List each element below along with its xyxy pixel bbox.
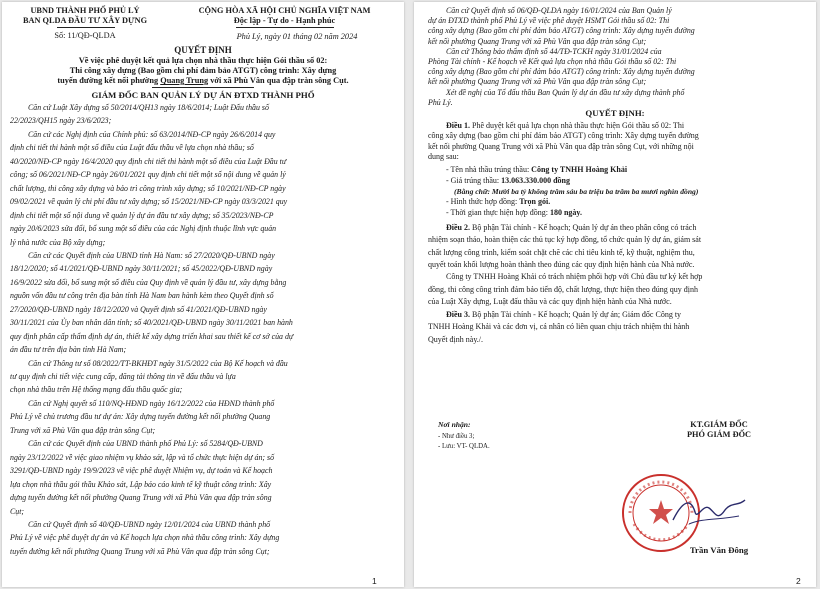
article-3-line: Quyết định này./. xyxy=(428,334,484,344)
article-1-line: kết nối phường Quang Trung với xã Phù Vân qua đập tràn sông Cụt, với những nội xyxy=(428,141,694,151)
preamble-line: Phủ Lý. xyxy=(428,97,453,107)
article-1-line: công xây dựng (bao gồm chi phí đảm bảo ATGT) công trình: Xây dựng tuyến đường xyxy=(428,131,699,141)
legal-basis-line: 22/2023/QH15 ngày 23/6/2023; xyxy=(10,116,112,126)
recipient-2: - Lưu: VT- QLDA. xyxy=(438,443,490,450)
preamble-line: công xây dựng (Bao gồm chi phí đảm bảo ATGT) công trình: Xây dựng tuyến đường xyxy=(428,67,695,77)
article-2-line: đồng, thi công công trình đảm bảo tiến độ, chất lượng, thực hiện theo đúng quy định xyxy=(428,284,698,294)
legal-basis-line: Căn cứ Nghị quyết số 110/NQ-HĐND ngày 16/12/2022 của HĐND thành phố xyxy=(28,398,275,408)
page-number-1: 1 xyxy=(372,576,377,586)
legal-basis-line: chất lượng, thi công xây dựng và bảo trì công trình xây dựng; số 10/2021/NĐ-CP ngày xyxy=(10,183,286,193)
article-2-line: của Luật Xây dựng, Luật đấu thầu và các quy định hiện hành của Nhà nước. xyxy=(428,296,672,306)
legal-basis-line: chọn nhà thầu trên Hệ thống mạng đấu thầu quốc gia; xyxy=(10,385,183,395)
legal-basis-line: 27/2020/QĐ-UBND ngày 18/12/2020 và Quyết định số 41/2021/QĐ-UBND ngày xyxy=(10,304,267,314)
legal-basis-line: Căn cứ các Quyết định của UBND tỉnh Hà Nam: số 27/2020/QĐ-UBND ngày xyxy=(28,250,275,260)
legal-basis-line: Căn cứ các Quyết định của UBND thành phố Phủ Lý: số 5284/QĐ-UBND xyxy=(28,439,263,449)
document-page-1 xyxy=(2,2,404,587)
article-2-line: Công ty TNHH Hoàng Khải có trách nhiệm phối hợp với Chủ đầu tư ký kết hợp xyxy=(446,272,703,282)
detail-line: (Bằng chữ: Mười ba tỷ không trăm sáu ba triệu ba trăm ba mươi nghìn đồng) xyxy=(454,186,699,196)
document-page-2 xyxy=(414,2,816,587)
legal-basis-line: án đầu tư trên địa bàn tỉnh Hà Nam; xyxy=(10,345,127,355)
recipient-1: - Như điều 3; xyxy=(438,433,475,440)
preamble-line: Xét đề nghị của Tổ đấu thầu Ban Quản lý dự án đầu tư xây dựng thành phố xyxy=(446,87,685,97)
legal-basis-line: 16/9/2022 sửa đổi, bổ sung một số điều của Quy định về quản lý đầu tư, xây dựng bằng xyxy=(10,277,287,287)
legal-basis-line: định chi tiết thi hành một số điều của Luật đấu thầu về lựa chọn nhà thầu; số xyxy=(10,143,254,153)
article-2-line: quyết toán khối lượng hoàn thành theo đúng các quy định hiện hành của Nhà nước. xyxy=(428,259,695,269)
detail-line: - Hình thức hợp đồng: Trọn gói. xyxy=(446,197,551,207)
legal-basis-line: Căn cứ Quyết định số 40/QĐ-UBND ngày 12/01/2024 của UBND thành phố xyxy=(28,519,271,529)
national-motto: Độc lập - Tự do - Hạnh phúc xyxy=(233,16,336,25)
legal-basis-line: Phủ Lý về chủ trương đầu tư dự án: Xây dựng tuyến đường kết nối phường Quang xyxy=(10,412,271,422)
legal-basis-line: Cụt; xyxy=(10,506,25,516)
signer-name: Trần Văn Đông xyxy=(689,545,749,555)
sign-title-2: PHÓ GIÁM ĐỐC xyxy=(686,430,752,439)
legal-basis-line: nguồn vốn đầu tư công trên địa bàn tỉnh Hà Nam ban hành kèm theo Quyết định số xyxy=(10,291,274,301)
legal-basis-line: 09/02/2021 về quản lý chi phí đầu tư xây dựng; số 15/2021/NĐ-CP ngày 03/3/2021 quy xyxy=(10,197,288,207)
recipients-label: Nơi nhận: xyxy=(438,420,471,429)
legal-basis-line: quy định phân cấp thẩm định dự án, thiết kế xây dựng triển khai sau thiết kế cơ sở của dự xyxy=(10,331,294,341)
legal-basis-line: Phủ Lý về việc phê duyệt dự án và Kế hoạch lựa chọn nhà thầu công trình: Xây dựng xyxy=(10,533,280,543)
legal-basis-line: Căn cứ các Nghị định của Chính phủ: số 63/2014/NĐ-CP ngày 26/6/2014 quy xyxy=(28,129,276,139)
subject-underline xyxy=(152,87,254,88)
preamble-line: dự án ĐTXD thành phố Phủ Lý về việc phê duyệt HSMT Gói thầu số 02: Thi xyxy=(428,16,670,26)
preamble-line: Phòng Tài chính - Kế hoạch về Kết quả lựa chọn nhà thầu Gói thầu số 02: Thi xyxy=(428,57,677,66)
detail-line: - Giá trúng thầu: 13.063.330.000 đồng xyxy=(446,175,571,185)
legal-basis-line: lý nhà nước của Bộ xây dựng; xyxy=(10,237,106,247)
handwritten-signature xyxy=(669,494,749,530)
article-3-line: Điều 3. Bộ phận Tài chính - Kế hoạch; Quản lý dự án; Giám đốc Công ty xyxy=(446,310,682,319)
detail-line: - Tên nhà thầu trúng thầu: Công ty TNHH Hoàng Khải xyxy=(446,165,628,174)
legal-basis-line: tư quy định chi tiết việc cung cấp, đăng tải thông tin về đấu thầu và lựa xyxy=(10,372,236,381)
authority-heading: GIÁM ĐỐC BAN QUẢN LÝ DỰ ÁN ĐTXD THÀNH PHỐ xyxy=(91,90,315,100)
article-2-line: chất lượng công trình, kiểm soát chặt chẽ các chỉ tiêu kinh tế, kỹ thuật, nghiệm thu, xyxy=(428,247,695,257)
national-title: CỘNG HÒA XÃ HỘI CHỦ NGHĨA VIỆT NAM xyxy=(198,6,371,15)
article-1-line: Điều 1. Phê duyệt kết quả lựa chọn nhà thầu thực hiện Gói thầu số 02: Thi xyxy=(446,121,685,130)
article-2-line: nhiệm soạn thảo, hoàn thiện các thủ tục ký hợp đồng, tổ chức quản lý dự án, giám sát xyxy=(428,235,702,245)
detail-line: - Thời gian thực hiện hợp đồng: 180 ngày. xyxy=(446,208,582,218)
legal-basis-line: 30/11/2021 của Ủy ban nhân dân tỉnh; số 40/2021/QĐ-UBND ngày 30/11/2021 ban hành xyxy=(10,318,293,328)
legal-basis-line: định chi tiết một số nội dung về quản lý dự án đầu tư xây dựng; số 35/2023/NĐ-CP xyxy=(10,210,274,220)
legal-basis-line: công; số 06/2021/NĐ-CP ngày 26/01/2021 quy định chi tiết một số nội dung về quản lý xyxy=(10,170,286,180)
subject-line-3: tuyến đường kết nối phường Quang Trung với xã Phù Vân qua đập tràn sông Cụt. xyxy=(57,76,349,85)
decision-heading: QUYẾT ĐỊNH: xyxy=(585,108,645,118)
issuer-underline xyxy=(57,27,115,28)
article-1-line: dung sau: xyxy=(428,151,459,161)
subject-line-2: Thi công xây dựng (Bao gồm chi phí đảm bảo ATGT) công trình: Xây dựng xyxy=(69,66,337,75)
document-title: QUYẾT ĐỊNH xyxy=(174,45,232,55)
legal-basis-line: tuyến đường kết nối phường Quang Trung với xã Phù Vân qua đập tràn sông Cụt; xyxy=(10,546,270,556)
preamble-line: kết nối phường Quang Trung với xã Phù Vân qua đập tràn sông Cụt; xyxy=(428,36,647,46)
sign-title-1: KT.GIÁM ĐỐC xyxy=(690,420,748,429)
legal-basis-line: ngày 20/6/2023 sửa đổi, bổ sung một số điều của các Nghị định thuộc lĩnh vực quản xyxy=(10,224,277,234)
article-3-line: TNHH Hoàng Khải và các đơn vị, cá nhân có liên quan chịu trách nhiệm thi hành xyxy=(428,322,690,332)
page-number-2: 2 xyxy=(796,576,801,586)
legal-basis-line: Căn cứ Thông tư số 08/2022/TT-BKHĐT ngày 31/5/2022 của Bộ Kế hoạch và đầu xyxy=(28,358,288,368)
article-2-line: Điều 2. Bộ phận Tài chính - Kế hoạch; Quản lý dự án theo phân công có trách xyxy=(446,223,697,232)
legal-basis-line: 3291/QĐ-UBND ngày 19/9/2023 về việc phê duyệt Nhiệm vụ, dự toán và Kế hoạch xyxy=(10,466,273,476)
legal-basis-line: dựng tuyến đường kết nối phường Quang Trung với xã Phù Vân qua đập tràn sông xyxy=(10,493,272,503)
preamble-line: kết nối phường Quang Trung với xã Phù Vân qua đập tràn sông Cụt; xyxy=(428,77,647,87)
legal-basis-line: Căn cứ Luật Xây dựng số 50/2014/QH13 ngày 18/6/2014; Luật Đấu thầu số xyxy=(28,103,269,112)
subject-line-1: Về việc phê duyệt kết quả lựa chọn nhà thầu thực hiện Gói thầu số 02: xyxy=(78,56,328,65)
document-date: Phủ Lý, ngày 01 tháng 02 năm 2024 xyxy=(236,32,358,41)
document-number: Số: 11/QĐ-QLDA xyxy=(54,31,116,40)
issuer-city: UBND THÀNH PHỐ PHỦ LÝ xyxy=(30,6,140,15)
issuer-board: BAN QLDA ĐẦU TƯ XÂY DỰNG xyxy=(22,16,148,25)
motto-underline xyxy=(236,27,334,28)
preamble-line: Căn cứ Quyết định số 06/QĐ-QLDA ngày 16/01/2024 của Ban Quản lý xyxy=(446,6,672,15)
legal-basis-line: 18/12/2020; số 41/2021/QĐ-UBND ngày 30/11/2021; số 45/2022/QĐ-UBND ngày xyxy=(10,264,273,274)
preamble-line: công xây dựng (Bao gồm chi phí đảm bảo ATGT) công trình: Xây dựng tuyến đường xyxy=(428,26,695,36)
preamble-line: Căn cứ Thông báo thẩm định số 44/TĐ-TCKH ngày 31/01/2024 của xyxy=(446,46,662,56)
legal-basis-line: 40/2020/NĐ-CP ngày 16/4/2020 quy định chi tiết thi hành một số điều của Luật Đầu tư xyxy=(10,156,287,166)
legal-basis-line: ngày 23/12/2022 về việc giao nhiệm vụ khảo sát, lập và tổ chức thực hiện dự án; số xyxy=(10,452,275,462)
legal-basis-line: lựa chọn nhà thầu gói thầu Khảo sát, Lập báo cáo kinh tế kỹ thuật công trình: Xây xyxy=(10,479,272,489)
legal-basis-line: Trung với xã Phù Vân qua đập tràn sông Cụt; xyxy=(10,425,156,435)
